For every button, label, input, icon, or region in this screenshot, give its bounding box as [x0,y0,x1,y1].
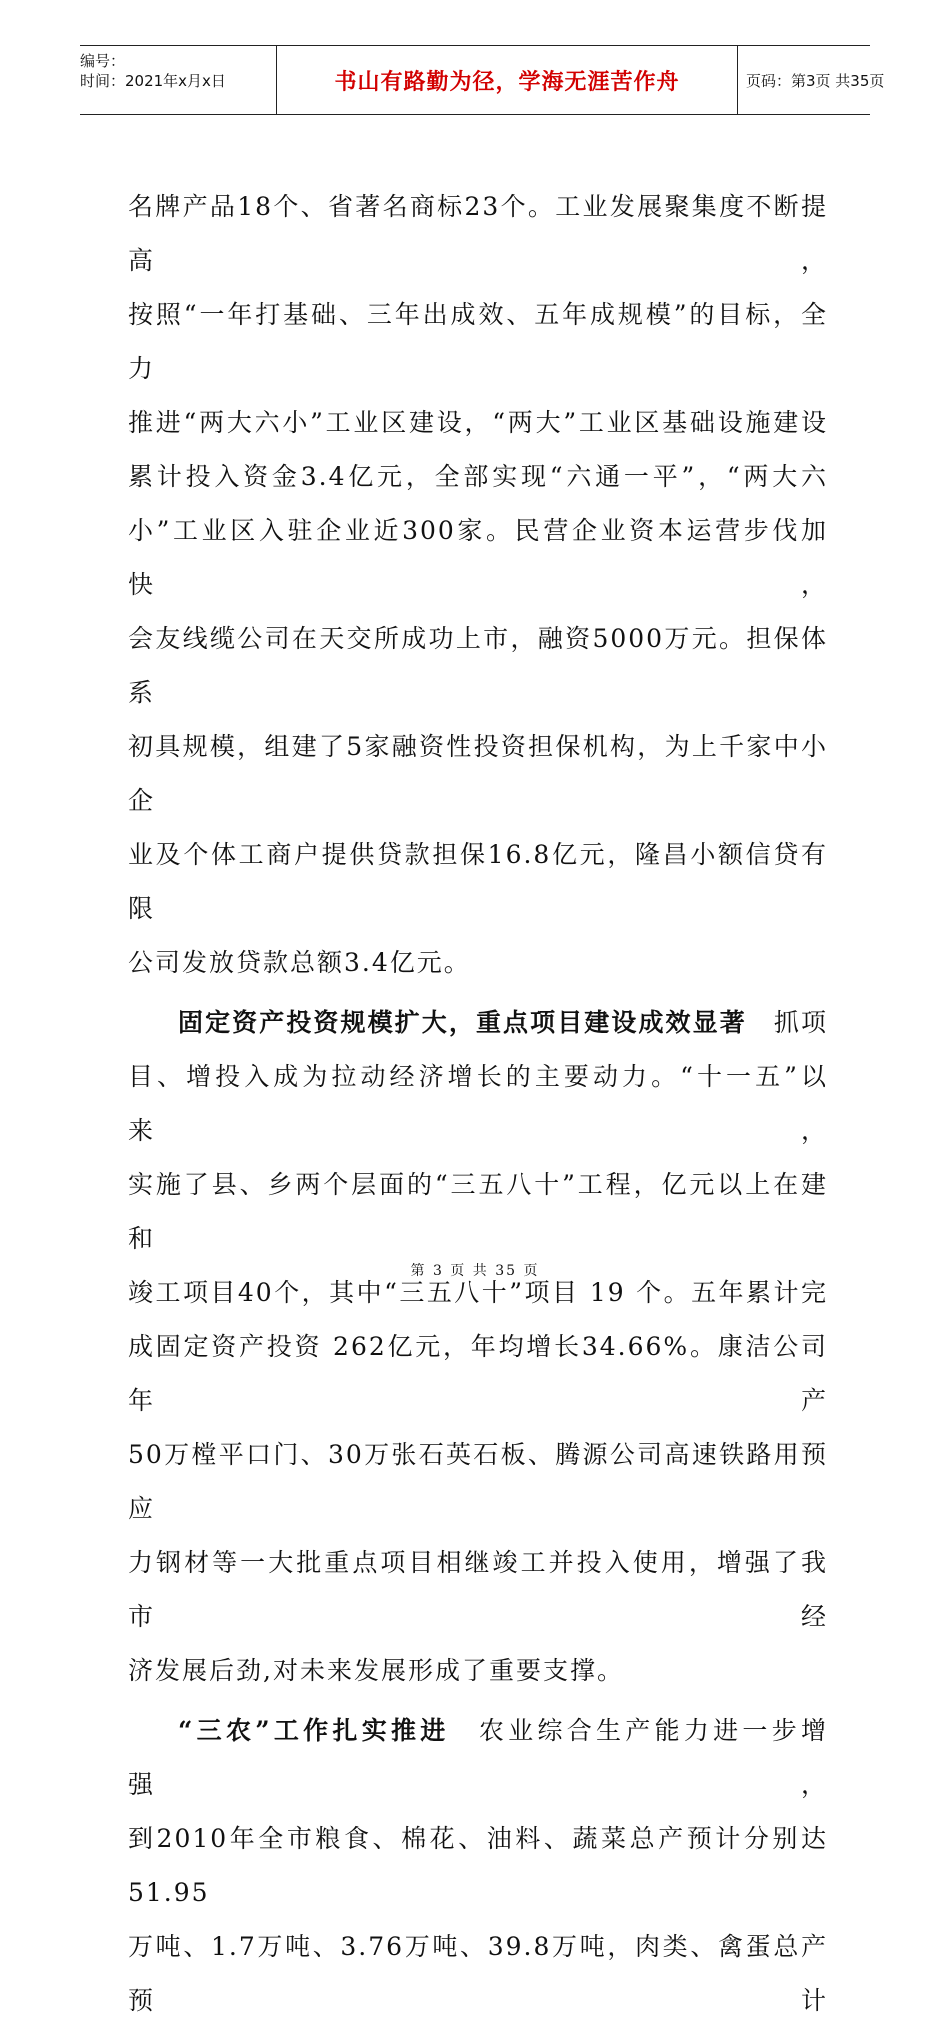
text-line: 公司发放贷款总额3.4亿元。 [128,948,471,977]
text-line [128,996,828,1050]
text-line: 济发展后劲,对未来发展形成了重要支撑。 [128,1656,624,1685]
text-line: 按照“一年打基础、三年出成效、五年成规模”的目标，全力 [128,300,828,383]
text-line: 初具规模，组建了5家融资性投资担保机构，为上千家中小企 [128,732,828,815]
document-body [128,180,828,2034]
document-time-label: 时间：2021年x月x日 [80,72,226,90]
paragraph-agriculture [128,1704,828,2028]
text-line: 推进“两大六小”工业区建设，“两大”工业区基础设施建设 [128,408,828,437]
paragraph-investment [128,996,828,1698]
text-line: 业及个体工商户提供贷款担保16.8亿元，隆昌小额信贷有限 [128,840,828,923]
text-line: 累计投入资金3.4亿元，全部实现“六通一平”，“两大六 [128,462,828,491]
header-meta [80,46,276,114]
section-heading: 固定资产投资规模扩大，重点项目建设成效显著 [178,1008,747,1037]
page-footer: 第 3 页 共 35 页 [410,1263,540,1279]
text-line [128,1704,828,1812]
text-line: 实施了县、乡两个层面的“三五八十”工程，亿元以上在建和 [128,1170,828,1253]
text-line: 力钢材等一大批重点项目相继竣工并投入使用，增强了我市经 [128,1548,828,1631]
text-line: 竣工项目40个，其中“三五八十”项目 19 个。五年累计完 [128,1278,828,1307]
section-heading: “三农”工作扎实推进 [178,1716,450,1745]
paragraph-industry [128,180,828,990]
heading-continuation: 抓项 [746,1008,828,1037]
text-line: 到2010年全市粮食、棉花、油料、蔬菜总产预计分别达51.95 [128,1824,828,1907]
text-line: 会友线缆公司在天交所成功上市，融资5000万元。担保体系 [128,624,828,707]
text-line: 50万樘平口门、30万张石英石板、腾源公司高速铁路用预应 [128,1440,828,1523]
text-line: 名牌产品18个、省著名商标23个。工业发展聚集度不断提高， [128,192,828,275]
text-line: 万吨、1.7万吨、3.76万吨、39.8万吨，肉类、禽蛋总产预计 [128,1932,828,2015]
page-header [80,45,885,115]
text-line: 目、增投入成为拉动经济增长的主要动力。“十一五”以来， [128,1062,828,1145]
document-number-label: 编号： [80,52,126,70]
heading-continuation: 农业综合生产能力进一步增强， [128,1716,828,1799]
text-line: 小”工业区入驻企业近300家。民营企业资本运营步伐加快， [128,516,828,599]
header-motto: 书山有路勤为径，学海无涯苦作舟 [276,46,738,114]
header-page-info: 页码：第3页 共35页 [746,71,885,90]
text-line: 成固定资产投资 262亿元，年均增长34.66%。康洁公司年产 [128,1332,828,1415]
